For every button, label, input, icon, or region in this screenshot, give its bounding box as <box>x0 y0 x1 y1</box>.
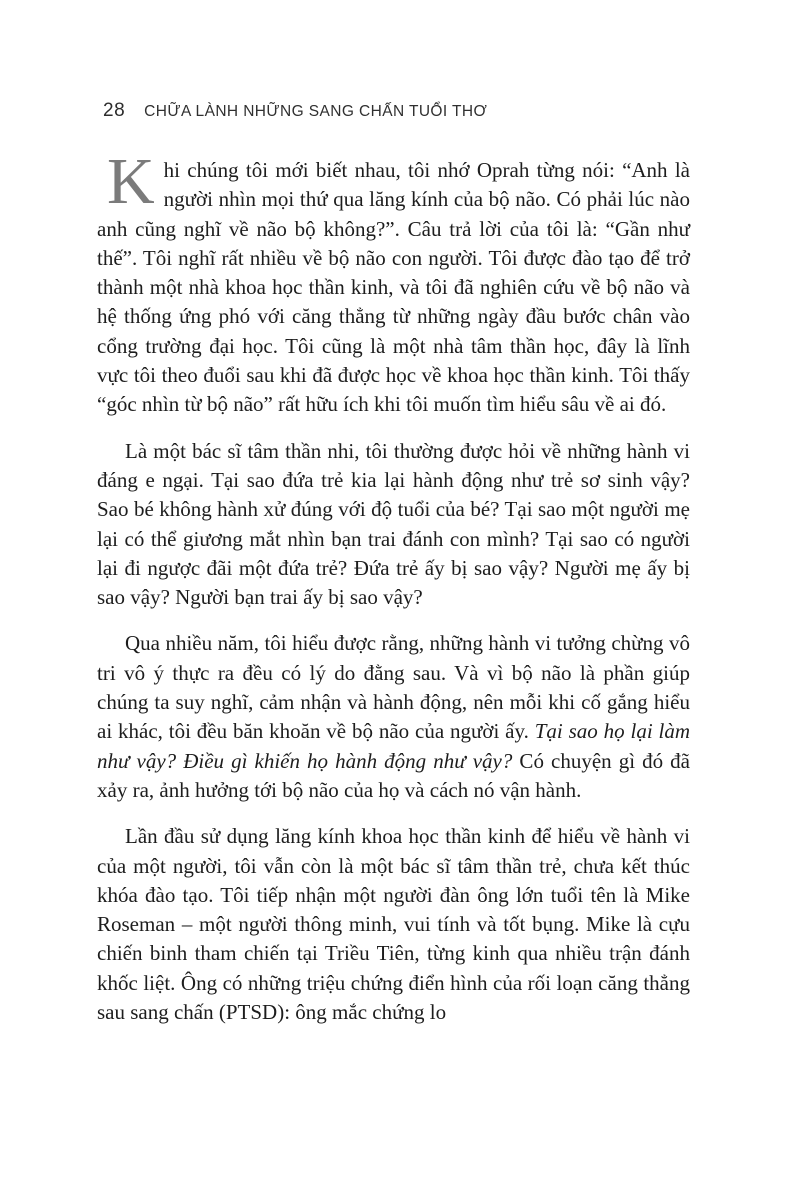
page-header <box>103 100 487 122</box>
paragraph-3 <box>97 629 690 805</box>
paragraph-4: Lần đầu sử dụng lăng kính khoa học thần kinh để hiểu về hành vi của một người, tôi vẫn còn là một bác sĩ tâm thần trẻ, chưa kết thúc khóa đào tạo. Tôi tiếp nhận một người đàn ông lớn tuổi tên là Mike Roseman – một người thông minh, vui tính và tốt bụng. Mike là cựu chiến binh tham chiến tại Triều Tiên, từng kinh qua nhiều trận đánh khốc liệt. Ông có những triệu chứng điển hình của rối loạn căng thẳng sau sang chấn (PTSD): ông mắc chứng lo <box>97 824 690 1025</box>
paragraph-3-lead: Qua nhiều năm, tôi hiểu được rằng, những hành vi tưởng chừng vô tri vô ý thực ra đều có lý do đằng sau. Và vì bộ não là phần giúp chúng ta suy nghĩ, cảm nhận và hành động, nên mỗi khi cố gắng hiểu ai khác, tôi đều băn khoăn về bộ não của người ấy. <box>97 631 690 744</box>
paragraph-1-text: hi chúng tôi mới biết nhau, tôi nhớ Oprah từng nói: “Anh là người nhìn mọi thứ qua lăng kính của bộ não. Có phải lúc nào anh cũng nghĩ về não bộ không?”. Câu trả lời của tôi là: “Gần như thế”. Tôi nghĩ rất nhiều về bộ não con người. Tôi được đào tạo để trở thành một nhà khoa học thần kinh, và tôi đã nghiên cứu về bộ não và hệ thống ứng phó với căng thẳng từ những ngày đầu bước chân vào cổng trường đại học. Tôi cũng là một nhà tâm thần học, đây là lĩnh vực tôi theo đuổi sau khi đã được học về khoa học thần kinh. Tôi thấy “góc nhìn từ bộ não” rất hữu ích khi tôi muốn tìm hiểu sâu về ai đó. <box>97 158 690 417</box>
running-title: CHỮA LÀNH NHỮNG SANG CHẤN TUỔI THƠ <box>144 103 488 120</box>
paragraph-3-italic: Tại sao họ lại làm như vậy? Điều gì khiến họ hành động như vậy? <box>97 719 690 773</box>
paragraph-1 <box>97 145 690 420</box>
paragraph-3-tail: Có chuyện gì đó đã xảy ra, ảnh hưởng tới bộ não của họ và cách nó vận hành. <box>97 748 690 802</box>
page-number: 28 <box>103 100 126 121</box>
body-text-block <box>97 145 690 1044</box>
paragraph-2: Là một bác sĩ tâm thần nhi, tôi thường được hỏi về những hành vi đáng e ngại. Tại sao đứa trẻ kia lại hành động như trẻ sơ sinh vậy? Sao bé không hành xử đúng với độ tuổi của bé? Tại sao một người mẹ lại có thể giương mắt nhìn bạn trai đánh con mình? Tại sao có người lại đi ngược đãi một đứa trẻ? Đứa trẻ ấy bị sao vậy? Người mẹ ấy bị sao vậy? Người bạn trai ấy bị sao vậy? <box>97 438 690 610</box>
drop-cap-letter: K <box>107 145 155 218</box>
